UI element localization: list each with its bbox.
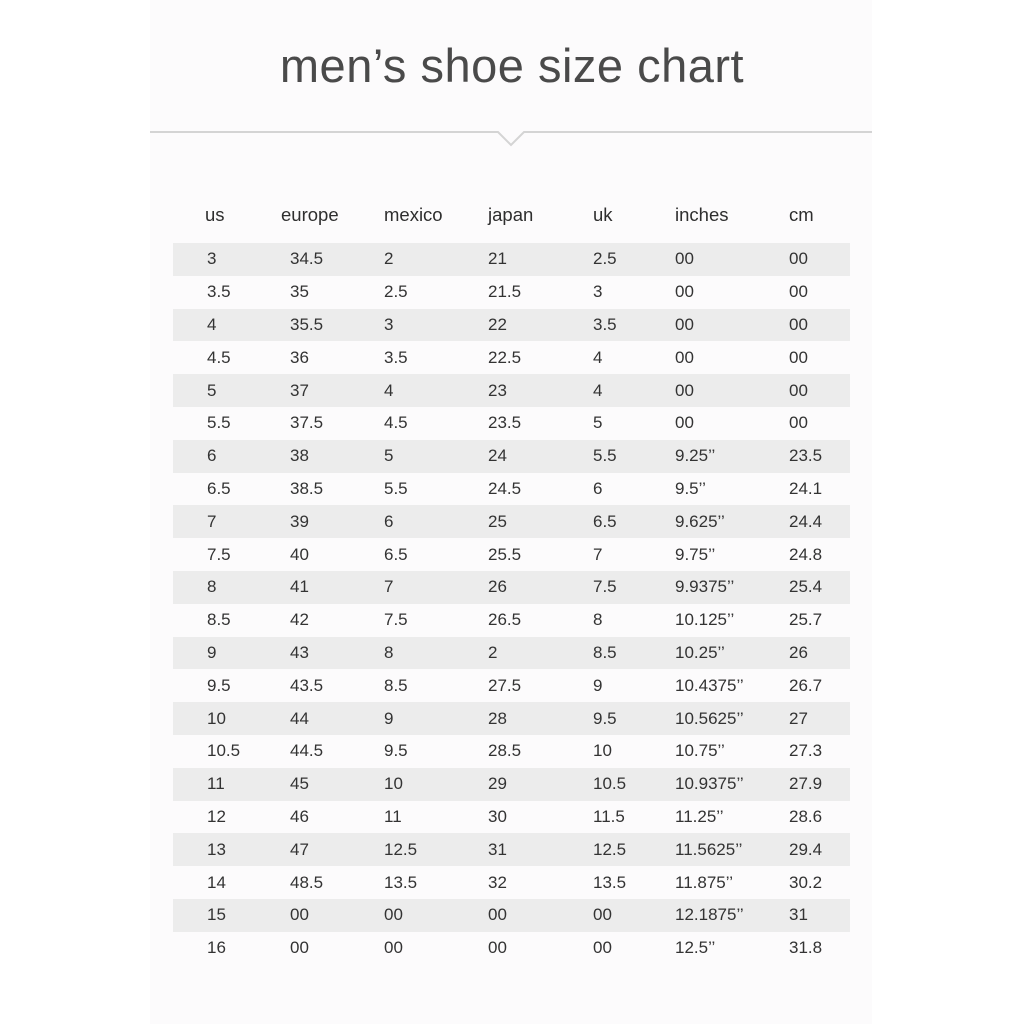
table-cell-mexico: 10	[384, 774, 403, 794]
table-cell-us: 6	[207, 446, 217, 466]
table-cell-japan: 21	[488, 249, 507, 269]
table-cell-uk: 7.5	[593, 577, 617, 597]
table-cell-mexico: 12.5	[384, 839, 418, 859]
table-cell-europe: 42	[290, 610, 309, 630]
table-cell-us: 3.5	[207, 282, 231, 302]
table-cell-us: 5	[207, 380, 217, 400]
column-header-inches: inches	[675, 204, 729, 225]
table-cell-europe: 00	[290, 905, 309, 925]
table-cell-inches: 00	[675, 282, 694, 302]
table-cell-us: 10	[207, 708, 226, 728]
table-cell-us: 10.5	[207, 741, 241, 761]
table-cell-mexico: 5	[384, 446, 394, 466]
table-cell-europe: 47	[290, 839, 309, 859]
table-cell-mexico: 4.5	[384, 413, 408, 433]
table-cell-uk: 00	[593, 938, 612, 958]
table-cell-uk: 10	[593, 741, 612, 761]
table-cell-mexico: 3.5	[384, 347, 408, 367]
table-cell-us: 13	[207, 839, 226, 859]
table-cell-europe: 43	[290, 642, 309, 662]
table-cell-japan: 26	[488, 577, 507, 597]
table-row	[173, 899, 850, 932]
table-cell-inches: 10.5625’’	[675, 708, 744, 728]
table-cell-cm: 00	[789, 413, 808, 433]
table-cell-inches: 00	[675, 413, 694, 433]
table-cell-inches: 12.1875’’	[675, 905, 744, 925]
table-row	[173, 407, 850, 440]
column-header-japan: japan	[488, 204, 534, 225]
table-cell-japan: 25.5	[488, 544, 522, 564]
table-cell-cm: 27.9	[789, 774, 823, 794]
table-cell-uk: 11.5	[593, 806, 625, 826]
table-cell-us: 8	[207, 577, 217, 597]
table-cell-europe: 43.5	[290, 675, 324, 695]
table-cell-europe: 35	[290, 282, 309, 302]
table-cell-inches: 9.9375’’	[675, 577, 735, 597]
size-table	[173, 197, 850, 958]
table-cell-cm: 00	[789, 380, 808, 400]
table-cell-europe: 37	[290, 380, 309, 400]
table-cell-europe: 36	[290, 347, 309, 367]
table-cell-uk: 6.5	[593, 511, 617, 531]
table-cell-europe: 40	[290, 544, 309, 564]
table-cell-mexico: 00	[384, 905, 403, 925]
table-cell-japan: 00	[488, 938, 507, 958]
table-cell-us: 4	[207, 314, 217, 334]
table-cell-uk: 3	[593, 282, 603, 302]
table-cell-inches: 10.25’’	[675, 642, 725, 662]
table-row	[173, 538, 850, 571]
table-row	[173, 768, 850, 801]
table-cell-japan: 32	[488, 872, 507, 892]
table-row	[173, 669, 850, 702]
table-cell-uk: 7	[593, 544, 603, 564]
table-cell-cm: 24.1	[789, 478, 823, 498]
table-row	[173, 637, 850, 670]
table-cell-uk: 13.5	[593, 872, 627, 892]
table-cell-mexico: 7	[384, 577, 394, 597]
table-cell-japan: 22	[488, 314, 507, 334]
table-cell-mexico: 6.5	[384, 544, 408, 564]
table-cell-us: 8.5	[207, 610, 231, 630]
table-cell-europe: 45	[290, 774, 309, 794]
table-cell-uk: 6	[593, 478, 603, 498]
table-cell-mexico: 6	[384, 511, 394, 531]
title-divider	[150, 125, 872, 151]
table-cell-mexico: 9	[384, 708, 394, 728]
table-cell-cm: 00	[789, 347, 808, 367]
table-cell-cm: 24.4	[789, 511, 823, 531]
table-cell-europe: 44.5	[290, 741, 324, 761]
table-cell-inches: 11.25’’	[675, 806, 724, 826]
column-header-uk: uk	[593, 204, 613, 225]
table-cell-uk: 2.5	[593, 249, 617, 269]
table-row	[173, 702, 850, 735]
column-header-europe: europe	[281, 204, 339, 225]
table-cell-cm: 31	[789, 905, 808, 925]
table-cell-uk: 9	[593, 675, 603, 695]
table-cell-japan: 28	[488, 708, 507, 728]
table-cell-mexico: 7.5	[384, 610, 408, 630]
table-cell-japan: 23.5	[488, 413, 522, 433]
table-cell-inches: 10.75’’	[675, 741, 725, 761]
table-cell-inches: 00	[675, 249, 694, 269]
table-row	[173, 735, 850, 768]
table-cell-japan: 21.5	[488, 282, 522, 302]
table-cell-mexico: 8	[384, 642, 394, 662]
table-cell-us: 3	[207, 249, 217, 269]
table-cell-cm: 00	[789, 314, 808, 334]
table-cell-europe: 38.5	[290, 478, 324, 498]
table-cell-europe: 41	[290, 577, 309, 597]
table-cell-cm: 27.3	[789, 741, 823, 761]
table-cell-cm: 28.6	[789, 806, 823, 826]
column-header-mexico: mexico	[384, 204, 443, 225]
table-cell-us: 9	[207, 642, 217, 662]
table-cell-us: 11	[207, 774, 225, 794]
table-cell-cm: 31.8	[789, 938, 823, 958]
table-cell-europe: 48.5	[290, 872, 324, 892]
table-cell-inches: 00	[675, 347, 694, 367]
table-cell-inches: 10.125’’	[675, 610, 735, 630]
table-cell-cm: 25.7	[789, 610, 823, 630]
table-header	[173, 197, 850, 233]
table-cell-japan: 28.5	[488, 741, 522, 761]
table-row	[173, 309, 850, 342]
table-cell-cm: 26	[789, 642, 808, 662]
table-cell-cm: 23.5	[789, 446, 823, 466]
table-cell-mexico: 00	[384, 938, 403, 958]
table-row	[173, 833, 850, 866]
table-cell-mexico: 13.5	[384, 872, 418, 892]
table-cell-mexico: 4	[384, 380, 394, 400]
table-cell-cm: 30.2	[789, 872, 823, 892]
table-cell-mexico: 5.5	[384, 478, 408, 498]
table-cell-mexico: 8.5	[384, 675, 408, 695]
table-cell-inches: 9.75’’	[675, 544, 716, 564]
table-cell-us: 12	[207, 806, 226, 826]
table-row	[173, 866, 850, 899]
table-cell-inches: 00	[675, 380, 694, 400]
table-cell-japan: 23	[488, 380, 507, 400]
table-cell-cm: 29.4	[789, 839, 823, 859]
table-cell-inches: 9.625’’	[675, 511, 725, 531]
table-cell-inches: 11.875’’	[675, 872, 733, 892]
table-cell-japan: 29	[488, 774, 507, 794]
table-cell-mexico: 11	[384, 806, 402, 826]
table-cell-inches: 10.9375’’	[675, 774, 744, 794]
table-cell-uk: 5.5	[593, 446, 617, 466]
table-cell-cm: 26.7	[789, 675, 823, 695]
table-body	[173, 243, 850, 965]
table-cell-uk: 00	[593, 905, 612, 925]
table-cell-europe: 34.5	[290, 249, 324, 269]
table-cell-uk: 4	[593, 347, 603, 367]
table-cell-us: 5.5	[207, 413, 231, 433]
table-row	[173, 276, 850, 309]
table-row	[173, 571, 850, 604]
table-cell-inches: 12.5’’	[675, 938, 716, 958]
table-cell-us: 7.5	[207, 544, 231, 564]
table-cell-mexico: 2	[384, 249, 394, 269]
table-cell-europe: 35.5	[290, 314, 324, 334]
table-cell-uk: 8.5	[593, 642, 617, 662]
table-cell-japan: 24	[488, 446, 507, 466]
table-row	[173, 243, 850, 276]
table-cell-europe: 39	[290, 511, 309, 531]
table-row	[173, 440, 850, 473]
table-cell-japan: 22.5	[488, 347, 522, 367]
table-row	[173, 505, 850, 538]
table-cell-europe: 37.5	[290, 413, 324, 433]
table-cell-europe: 38	[290, 446, 309, 466]
table-cell-cm: 00	[789, 282, 808, 302]
table-cell-us: 16	[207, 938, 226, 958]
table-cell-japan: 27.5	[488, 675, 522, 695]
table-row	[173, 932, 850, 965]
table-cell-mexico: 2.5	[384, 282, 408, 302]
table-cell-japan: 31	[488, 839, 507, 859]
table-cell-cm: 27	[789, 708, 808, 728]
table-cell-japan: 24.5	[488, 478, 522, 498]
table-cell-japan: 00	[488, 905, 507, 925]
table-cell-inches: 11.5625’’	[675, 839, 743, 859]
table-cell-japan: 26.5	[488, 610, 522, 630]
table-cell-europe: 00	[290, 938, 309, 958]
table-cell-japan: 25	[488, 511, 507, 531]
table-cell-mexico: 3	[384, 314, 394, 334]
table-cell-cm: 24.8	[789, 544, 823, 564]
table-cell-cm: 00	[789, 249, 808, 269]
table-cell-uk: 5	[593, 413, 603, 433]
table-cell-europe: 46	[290, 806, 309, 826]
table-cell-uk: 10.5	[593, 774, 627, 794]
table-row	[173, 801, 850, 834]
table-cell-us: 9.5	[207, 675, 231, 695]
table-row	[173, 604, 850, 637]
table-cell-uk: 12.5	[593, 839, 627, 859]
table-cell-inches: 00	[675, 314, 694, 334]
table-cell-us: 15	[207, 905, 226, 925]
table-row	[173, 341, 850, 374]
column-header-us: us	[205, 204, 225, 225]
table-row	[173, 374, 850, 407]
column-header-cm: cm	[789, 204, 814, 225]
table-row	[173, 473, 850, 506]
table-cell-europe: 44	[290, 708, 309, 728]
table-cell-us: 4.5	[207, 347, 231, 367]
table-cell-uk: 3.5	[593, 314, 617, 334]
table-cell-mexico: 9.5	[384, 741, 408, 761]
table-cell-inches: 10.4375’’	[675, 675, 744, 695]
table-cell-japan: 2	[488, 642, 498, 662]
page-title: men’s shoe size chart	[279, 39, 745, 92]
table-cell-japan: 30	[488, 806, 507, 826]
table-cell-inches: 9.25’’	[675, 446, 716, 466]
table-cell-us: 7	[207, 511, 217, 531]
table-cell-uk: 8	[593, 610, 603, 630]
table-cell-us: 14	[207, 872, 226, 892]
table-cell-uk: 4	[593, 380, 603, 400]
table-cell-inches: 9.5’’	[675, 478, 706, 498]
table-cell-uk: 9.5	[593, 708, 617, 728]
table-cell-us: 6.5	[207, 478, 231, 498]
table-cell-cm: 25.4	[789, 577, 823, 597]
